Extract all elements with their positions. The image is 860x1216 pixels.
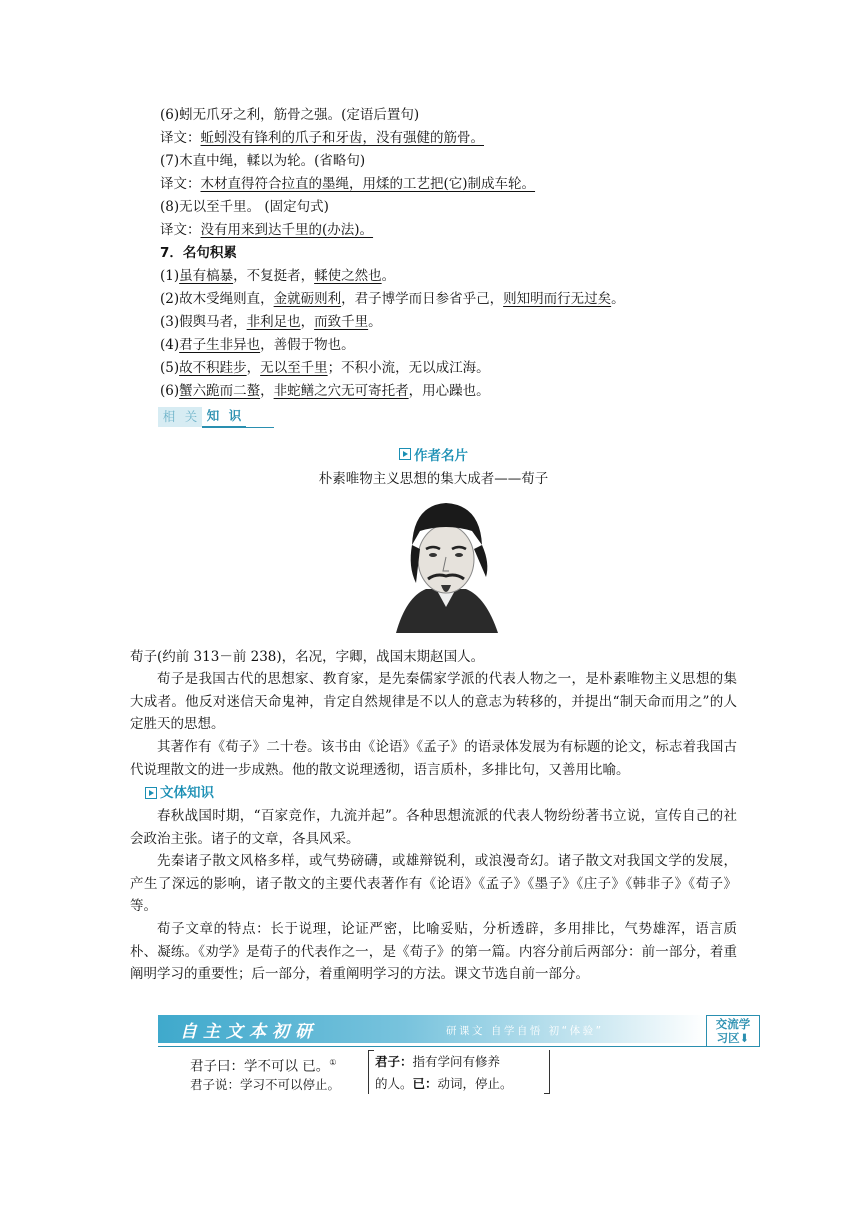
genre-paragraph-3: 荀子文章的特点：长于说理，论证严密，比喻妥贴，分析透辟，多用排比，气势雄浑，语言质朴、凝练。《劝学》是荀子的代表作之一，是《荀子》的第一篇。内容分前后两部分：前一部分，着重阐明学习的重要性；后一部分，着重阐明学习的方法。课文节选自前一部分。 — [130, 921, 737, 982]
translation-6: 译文：蚯蚓没有锋利的爪子和牙齿，没有强健的筋骨。 — [160, 130, 484, 146]
quote-2: (2)故木受绳则直，金就砺则利，君子博学而日参省乎己，则知明而行无过矣。 — [160, 291, 625, 307]
line-7: (7)木直中绳，輮以为轮。(省略句) — [160, 153, 366, 169]
author-card-heading: 作者名片 — [130, 444, 737, 464]
quote-6: (6)蟹六跪而二螯，非蛇鳝之穴无可寄托者，用心躁也。 — [160, 383, 490, 399]
genre-paragraph-1: 春秋战国时期，“百家竞作，九流并起”。各种思想流派的代表人物纷纷著书立说，宣传自己的社会政治主张。诸子的文章，各具风采。 — [130, 808, 737, 847]
bio-paragraph-3: 其著作有《荀子》二十卷。该书由《论语》《孟子》的语录体发展为有标题的论文，标志着我国古代说理散文的进一步成熟。他的散文说理透彻，语言质朴，多排比句，又善用比喻。 — [130, 739, 737, 778]
quote-3: (3)假舆马者，非利足也，而致千里。 — [160, 314, 382, 330]
quote-1: (1)虽有槁暴，不复挺者，輮使之然也。 — [160, 268, 396, 284]
banner-underline — [158, 1046, 760, 1047]
line-8: (8)无以至千里。 (固定句式) — [160, 199, 329, 215]
genre-heading: 文体知识 — [145, 783, 214, 805]
play-icon — [145, 787, 157, 799]
bio-paragraph-1: 荀子(约前 313－前 238)，名况，字卿，战国末期赵国人。 — [130, 649, 485, 665]
quote-5: (5)故不积跬步，无以至千里；不积小流，无以成江海。 — [160, 360, 490, 376]
line-6: (6)蚓无爪牙之利，筋骨之强。(定语后置句) — [160, 107, 420, 123]
annotation-box — [368, 1050, 550, 1094]
section-7-title: 7．名句积累 — [160, 245, 237, 261]
banner-title: 自主文本初研 — [180, 1022, 318, 1042]
translation-sentence: 君子说：学习不可以停止。 — [190, 1077, 341, 1092]
self-study-banner — [158, 1015, 705, 1043]
down-arrow-icon: ⬇ — [739, 1031, 750, 1045]
banner-subtitle: 研课文 自学自悟 初“体验” — [446, 1025, 604, 1037]
related-knowledge-label: 相 关 知 识 — [158, 407, 246, 427]
xunzi-portrait — [386, 497, 506, 633]
exchange-area-button[interactable]: 交流学 习区⬇ — [706, 1015, 760, 1047]
translation-8: 译文：没有用来到达千里的(办法)。 — [160, 222, 374, 238]
translation-7: 译文：木材直得符合拉直的墨绳，用煣的工艺把(它)制成车轮。 — [160, 176, 536, 192]
genre-paragraph-2: 先秦诸子散文风格多样，或气势磅礴，或雄辩锐利，或浪漫奇幻。诸子散文对我国文学的发展，产生了深远的影响，诸子散文的主要代表著作有《论语》《孟子》《墨子》《庄子》《韩非子》《荀子》等。 — [130, 853, 737, 914]
note-line-1: 君子：指有学问有修养 — [375, 1054, 501, 1069]
author-subtitle: 朴素唯物主义思想的集大成者——荀子 — [318, 471, 549, 487]
original-sentence: 君子曰：学不可以 已。① — [190, 1058, 337, 1075]
bio-paragraph-2: 荀子是我国古代的思想家、教育家，是先秦儒家学派的代表人物之一，是朴素唯物主义思想的集大成者。他反对迷信天命鬼神，肯定自然规律是不以人的意志为转移的，并提出“制天命而用之”的人定胜天的思想。 — [130, 671, 737, 732]
footnote-mark: ① — [329, 1058, 337, 1067]
note-line-2: 的人。已：动词，停止。 — [375, 1076, 513, 1091]
quote-4: (4)君子生非异也，善假于物也。 — [160, 337, 355, 353]
play-icon — [399, 448, 411, 460]
